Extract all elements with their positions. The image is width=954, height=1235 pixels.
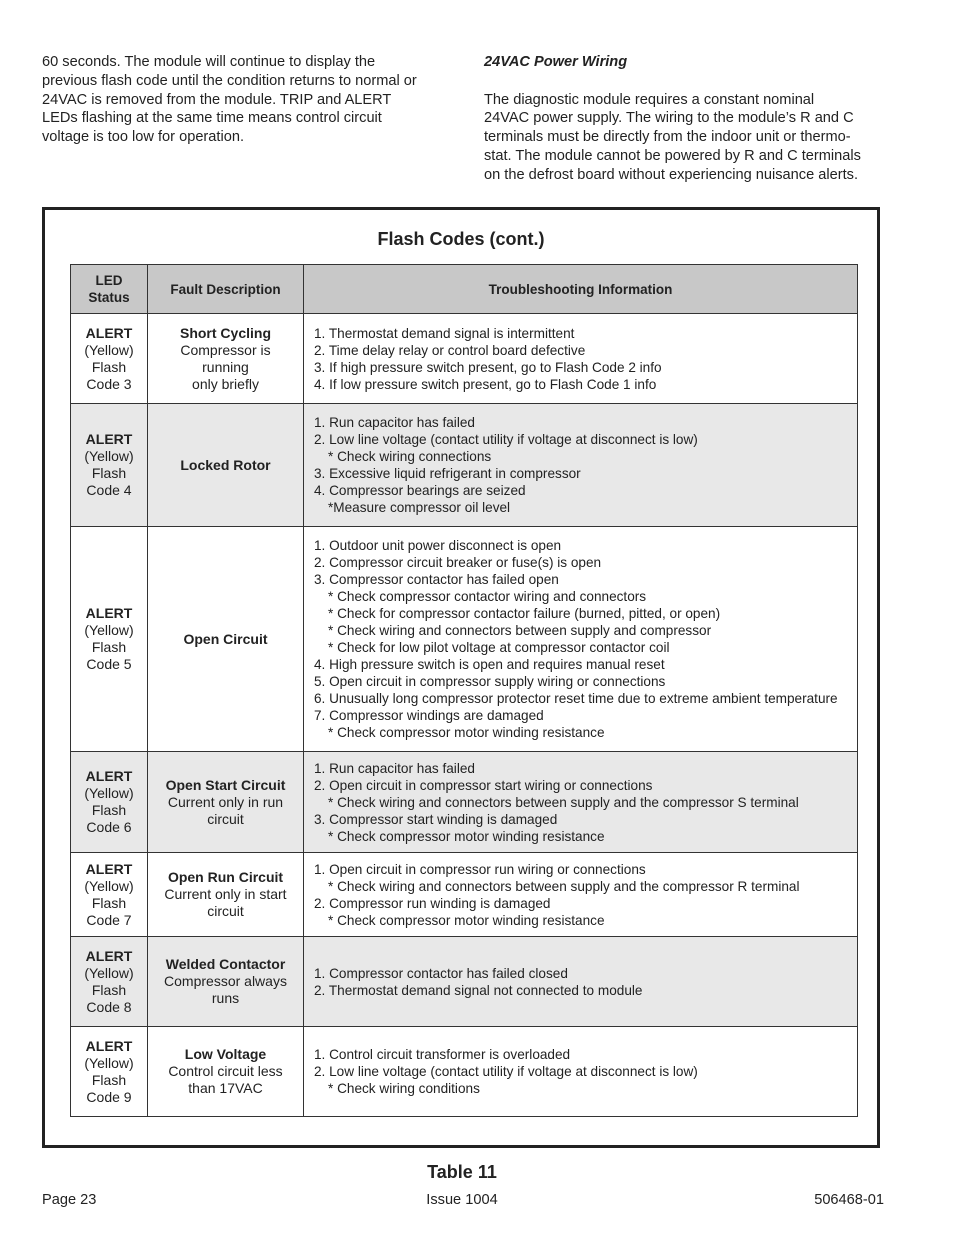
troubleshooting-step: * Check wiring and connectors between supply and compressor [328,623,712,638]
troubleshooting-step: * Check wiring and connectors between supply and the compressor R terminal [328,878,800,894]
fault-title: Low Voltage [184,1046,267,1062]
led-color-label: (Yellow) [84,785,134,801]
troubleshooting-step: * Check wiring connections [328,449,492,464]
troubleshooting-step: 2. Open circuit in compressor start wiring or connections [314,777,653,793]
intro-left-paragraph: 60 seconds. The module will continue to display the previous flash code until the condition returns to normal or 24VAC is removed from the module. TRIP and ALERT LEDs flashing at the same time means control circuit voltage is too low for operation. [42,54,417,146]
troubleshooting-step: 1. Run capacitor has failed [314,415,475,430]
table-header-row [71,265,858,314]
table-row [71,404,858,527]
fault-description-cell [148,314,304,404]
led-code-label: Code 5 [86,656,132,672]
troubleshooting-step: 1. Compressor contactor has failed closed [314,965,568,981]
troubleshooting-step: 2. Low line voltage (contact utility if voltage at disconnect is low) [314,1064,698,1079]
led-color-label: (Yellow) [84,622,134,638]
fault-detail: Current only in start circuit [164,886,287,919]
led-status-cell [71,314,148,404]
fault-title: Locked Rotor [180,456,271,473]
fault-detail: Compressor always runs [164,973,287,1006]
led-alert-label: ALERT [85,768,133,784]
footer-doc-number: 506468-01 [814,1192,884,1208]
header-troubleshooting: Troubleshooting Information [304,265,858,314]
troubleshooting-step: 4. If low pressure switch present, go to Flash Code 1 info [314,376,657,392]
led-status-cell [71,853,148,937]
troubleshooting-cell [304,853,858,937]
table-row [71,527,858,752]
fault-description-cell [148,853,304,937]
troubleshooting-step: 1. Control circuit transformer is overloaded [314,1047,571,1062]
led-flash-label: Flash [91,358,127,375]
troubleshooting-step: 6. Unusually long compressor protector reset time due to extreme ambient temperature [314,691,838,706]
led-flash-label: Flash [91,894,127,911]
table-row [71,752,858,853]
troubleshooting-step: * Check for compressor contactor failure (burned, pitted, or open) [328,606,721,621]
table-caption: Table 11 [427,1162,497,1182]
led-alert-label: ALERT [85,947,133,964]
flash-codes-frame [42,207,880,1148]
fault-detail: Control circuit less than 17VAC [168,1063,283,1096]
led-status-cell [71,527,148,752]
led-code-label: Code 9 [86,1088,132,1105]
troubleshooting-step: *Measure compressor oil level [328,500,511,515]
led-code-label: Code 3 [86,375,132,392]
troubleshooting-step: 4. High pressure switch is open and requires manual reset [314,657,665,672]
led-color-label: (Yellow) [84,964,134,981]
led-status-cell [71,404,148,527]
led-flash-label: Flash [91,1071,127,1088]
led-flash-label: Flash [91,802,127,818]
fault-detail: Current only in run circuit [167,793,284,827]
fault-description-cell [148,752,304,853]
fault-description-cell [148,404,304,527]
troubleshooting-cell [304,1027,858,1117]
led-alert-label: ALERT [85,1037,133,1054]
led-color-label: (Yellow) [84,1054,134,1071]
fault-title: Open Run Circuit [167,869,284,885]
flash-codes-table [70,264,858,1117]
led-code-label: Code 4 [86,482,132,498]
troubleshooting-step: 3. Compressor contactor has failed open [314,572,559,587]
troubleshooting-cell [304,404,858,527]
led-flash-label: Flash [91,981,127,998]
led-flash-label: Flash [91,465,127,481]
flash-codes-title: Flash Codes (cont.) [377,229,545,249]
led-alert-label: ALERT [85,431,133,447]
fault-detail: Compressor is running only briefly [180,341,271,392]
troubleshooting-step: 7. Compressor windings are damaged [314,708,544,723]
led-alert-label: ALERT [85,860,133,877]
led-color-label: (Yellow) [84,448,134,464]
power-wiring-paragraph: The diagnostic module requires a constant nominal 24VAC power supply. The wiring to the module’s R and C terminals must be directly from the indoor unit or thermo- stat. The module cannot be powered by R and C terminals on the defrost board without experiencing nuisance alerts. [484,91,861,183]
table-row [71,1027,858,1117]
troubleshooting-step: 2. Thermostat demand signal not connected to module [314,982,643,998]
led-code-label: Code 8 [86,998,132,1015]
fault-description-cell [148,937,304,1027]
led-code-label: Code 7 [86,911,132,928]
troubleshooting-step: * Check wiring conditions [328,1081,480,1096]
led-status-cell [71,1027,148,1117]
led-code-label: Code 6 [86,819,132,835]
troubleshooting-step: 2. Compressor run winding is damaged [314,895,551,911]
intro-right-column [484,53,894,185]
troubleshooting-step: 3. Compressor start winding is damaged [314,811,558,827]
led-flash-label: Flash [91,639,127,655]
troubleshooting-step: 1. Outdoor unit power disconnect is open [314,538,562,553]
fault-title: Short Cycling [179,324,271,341]
footer-page-number: Page 23 [42,1192,97,1208]
header-led-status: LED Status [71,265,148,314]
fault-title: Open Circuit [183,630,268,647]
led-alert-label: ALERT [85,605,133,621]
troubleshooting-step: 1. Thermostat demand signal is intermittent [314,325,575,341]
troubleshooting-step: 2. Time delay relay or control board defective [314,342,586,358]
troubleshooting-step: 1. Open circuit in compressor run wiring or connections [314,861,646,877]
fault-description-cell [148,527,304,752]
footer-issue: Issue 1004 [426,1192,498,1208]
troubleshooting-cell [304,752,858,853]
led-status-cell [71,937,148,1027]
troubleshooting-step: 4. Compressor bearings are seized [314,483,526,498]
fault-title: Open Start Circuit [165,776,286,793]
troubleshooting-step: 2. Compressor circuit breaker or fuse(s) is open [314,555,602,570]
troubleshooting-step: 1. Run capacitor has failed [314,760,475,776]
troubleshooting-step: 5. Open circuit in compressor supply wiring or connections [314,674,666,689]
table-row [71,853,858,937]
power-wiring-heading: 24VAC Power Wiring [484,54,628,70]
led-color-label: (Yellow) [84,341,134,358]
troubleshooting-step: * Check compressor motor winding resistance [328,912,605,928]
troubleshooting-step: * Check wiring and connectors between supply and the compressor S terminal [328,794,799,810]
troubleshooting-cell [304,527,858,752]
troubleshooting-cell [304,937,858,1027]
troubleshooting-step: * Check for low pilot voltage at compressor contactor coil [328,640,670,655]
troubleshooting-step: * Check compressor contactor wiring and connectors [328,589,647,604]
led-color-label: (Yellow) [84,877,134,894]
table-row [71,937,858,1027]
troubleshooting-step: 3. Excessive liquid refrigerant in compressor [314,466,581,481]
table-row [71,314,858,404]
troubleshooting-step: 3. If high pressure switch present, go to Flash Code 2 info [314,359,662,375]
header-fault-description: Fault Description [148,265,304,314]
fault-title: Welded Contactor [165,956,286,972]
led-alert-label: ALERT [85,324,133,341]
fault-description-cell [148,1027,304,1117]
troubleshooting-step: * Check compressor motor winding resistance [328,725,605,740]
troubleshooting-step: * Check compressor motor winding resistance [328,828,605,844]
led-status-cell [71,752,148,853]
troubleshooting-step: 2. Low line voltage (contact utility if voltage at disconnect is low) [314,432,698,447]
troubleshooting-cell [304,314,858,404]
